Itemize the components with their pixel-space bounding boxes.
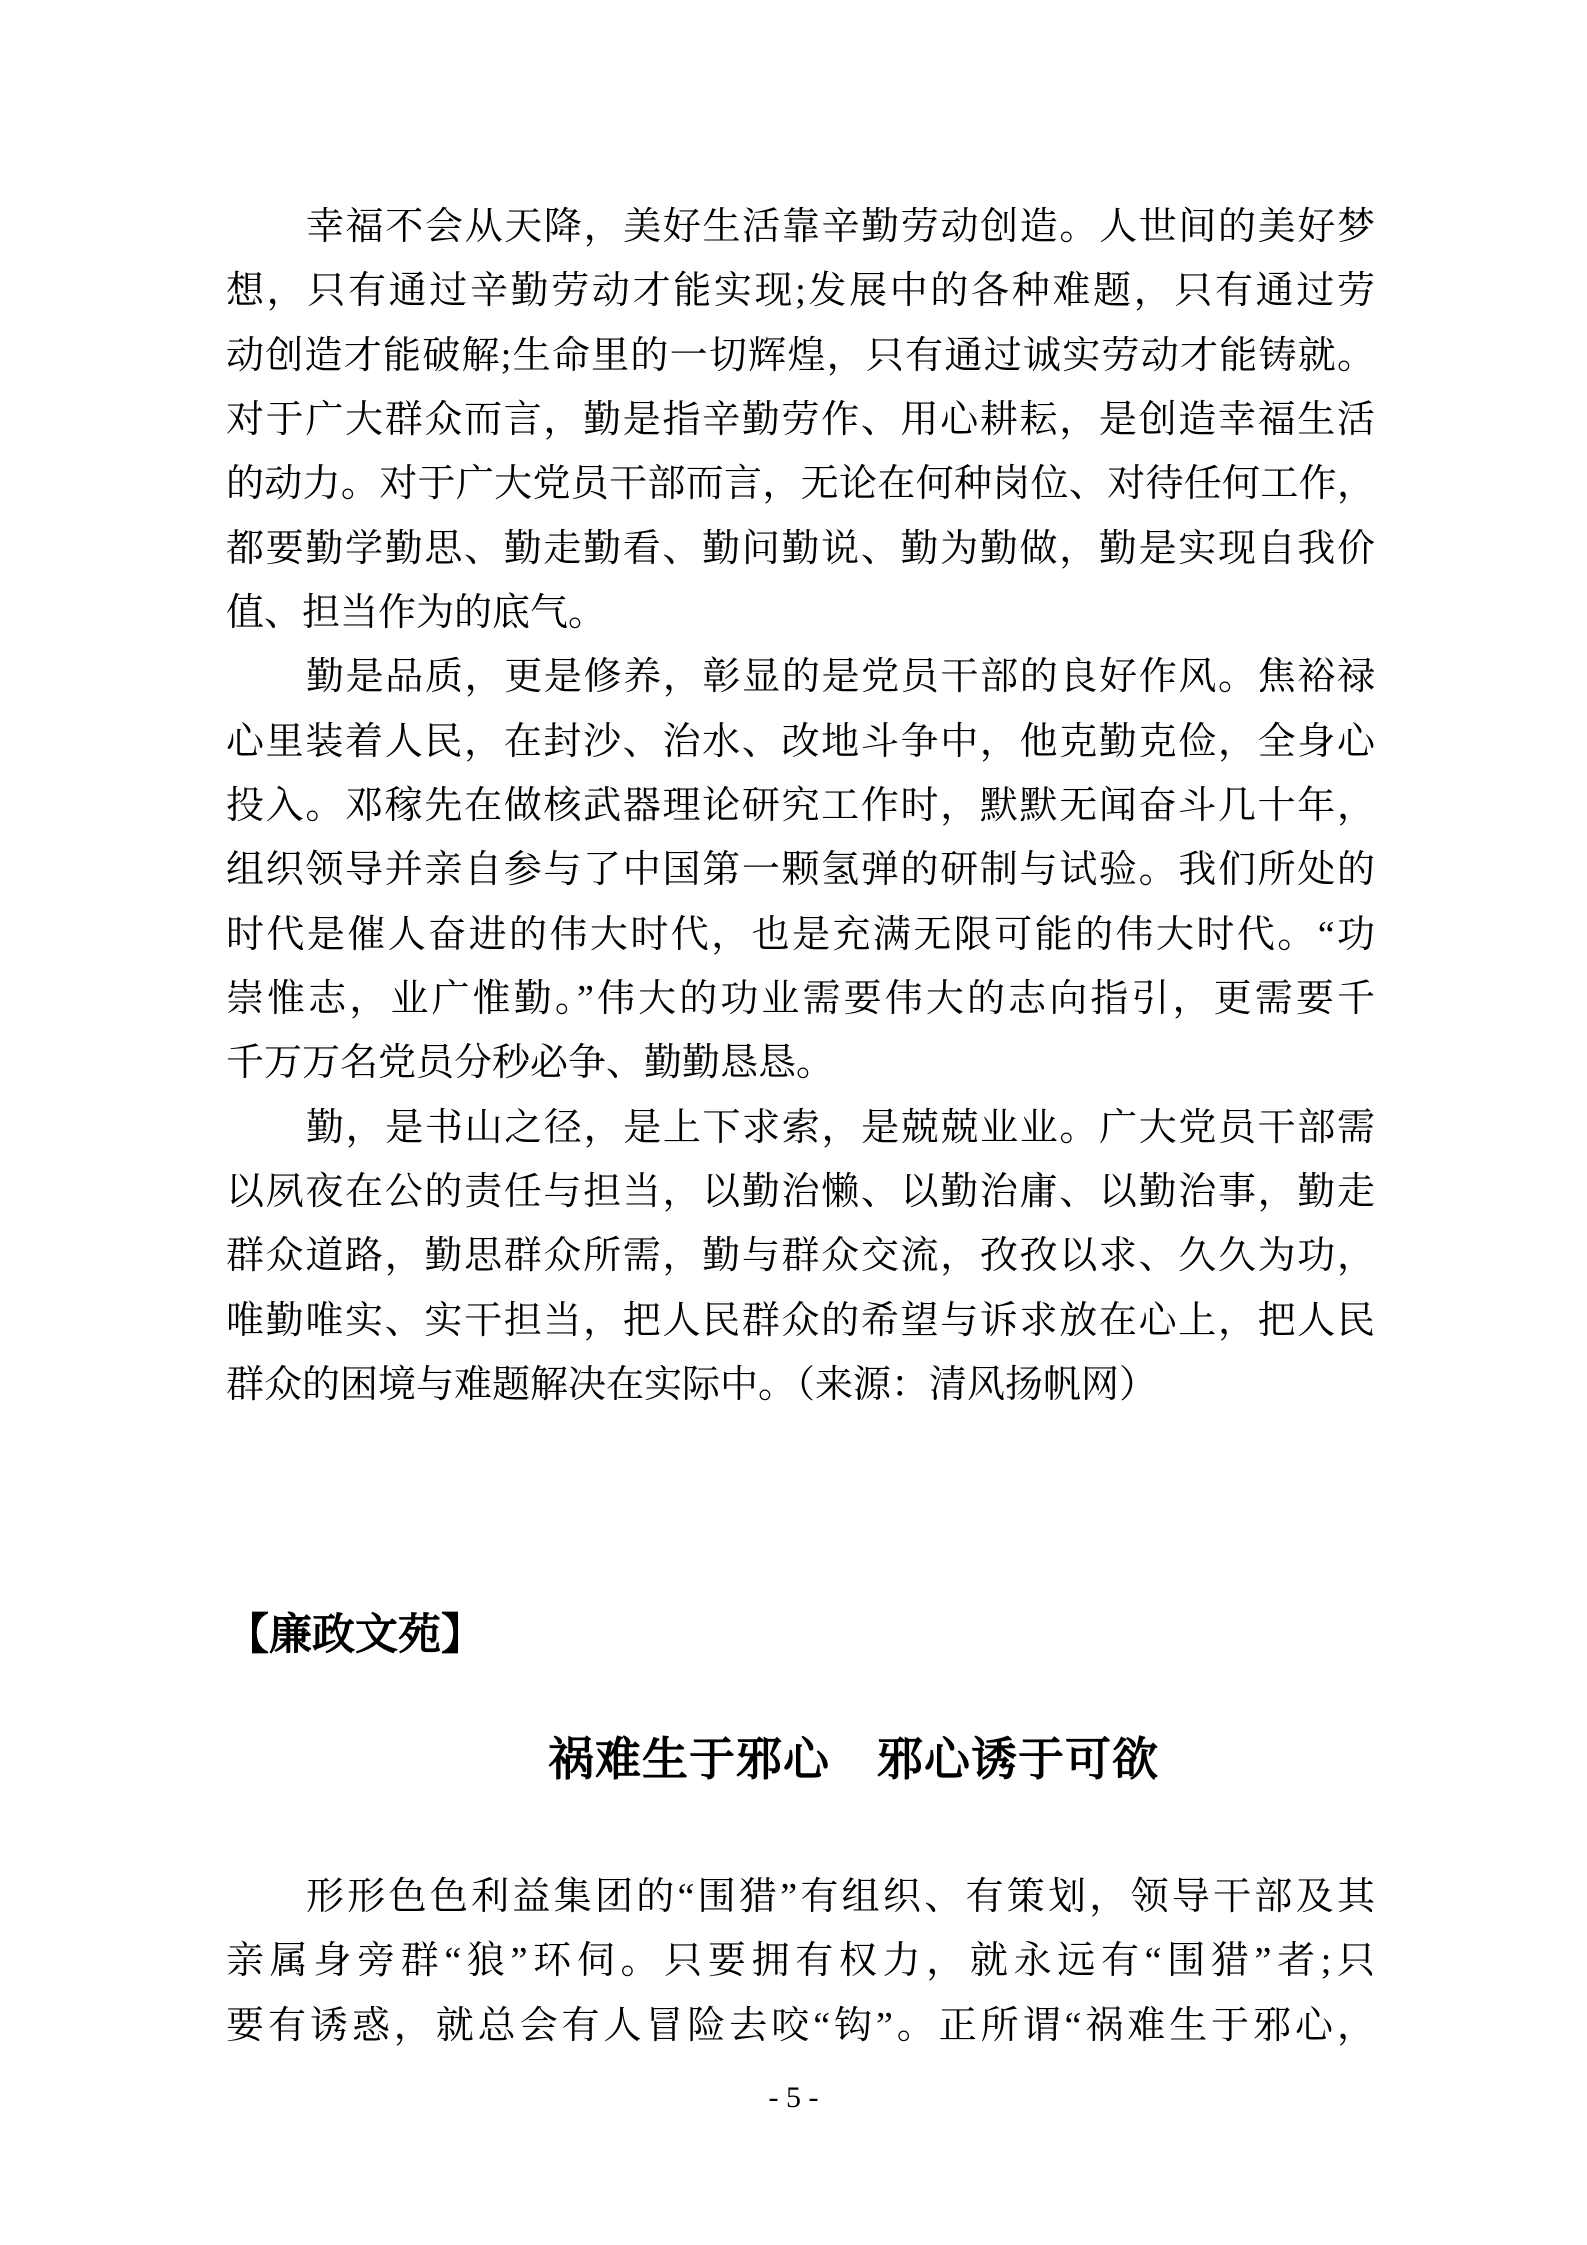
text-line: 形形色色利益集团的“围猎”有组织、有策划，领导干部及其 — [306, 1876, 1375, 1918]
text-line: 群众的困境与难题解决在实际中。（来源：清风扬帆网） — [226, 1363, 1158, 1406]
article-huo-body — [226, 1865, 1375, 2058]
text-line: 的动力。对于广大党员干部而言，无论在何种岗位、对待任何工作， — [226, 463, 1375, 506]
text-line: 组织领导并亲自参与了中国第一颗氢弹的研制与试验。我们所处的 — [226, 849, 1375, 892]
article-title: 祸难生于邪心 邪心诱于可欲 — [548, 1734, 1159, 1785]
text-line: 唯勤唯实、实干担当，把人民群众的希望与诉求放在心上，把人民 — [226, 1299, 1375, 1342]
text-line: 幸福不会从天降，美好生活靠辛勤劳动创造。人世间的美好梦 — [306, 206, 1375, 248]
text-line: 勤，是书山之径，是上下求索，是兢兢业业。广大党员干部需 — [306, 1106, 1375, 1149]
page-number: - 5 - — [768, 2081, 819, 2114]
section-header: 【廉政文苑】 — [226, 1612, 484, 1659]
text-line: 要有诱惑，就总会有人冒险去咬“钩”。正所谓“祸难生于邪心， — [226, 2004, 1375, 2047]
text-line: 群众道路，勤思群众所需，勤与群众交流，孜孜以求、久久为功， — [226, 1235, 1375, 1278]
text-line: 勤是品质，更是修养，彰显的是党员干部的良好作风。焦裕禄 — [306, 656, 1375, 699]
text-line: 时代是催人奋进的伟大时代，也是充满无限可能的伟大时代。“功 — [226, 913, 1375, 956]
text-line: 值、担当作为的底气。 — [226, 591, 607, 634]
text-line: 以夙夜在公的责任与担当，以勤治懒、以勤治庸、以勤治事，勤走 — [226, 1170, 1375, 1213]
text-line: 都要勤学勤思、勤走勤看、勤问勤说、勤为勤做，勤是实现自我价 — [226, 527, 1375, 570]
text-line: 动创造才能破解;生命里的一切辉煌，只有通过诚实劳动才能铸就。 — [226, 334, 1375, 377]
text-line: 崇惟志，业广惟勤。”伟大的功业需要伟大的志向指引，更需要千 — [226, 977, 1375, 1020]
text-line: 千万万名党员分秒必争、勤勤恳恳。 — [226, 1042, 835, 1085]
text-line: 投入。邓稼先在做核武器理论研究工作时，默默无闻奋斗几十年， — [226, 784, 1375, 827]
text-line: 心里装着人民，在封沙、治水、改地斗争中，他克勤克俭，全身心 — [226, 720, 1375, 763]
text-line: 亲属身旁群“狼”环伺。只要拥有权力，就永远有“围猎”者;只 — [226, 1940, 1375, 1983]
article-qin-body — [226, 195, 1375, 1417]
text-line: 对于广大群众而言，勤是指辛勤劳作、用心耕耘，是创造幸福生活 — [226, 398, 1375, 441]
text-line: 想，只有通过辛勤劳动才能实现;发展中的各种难题，只有通过劳 — [226, 270, 1375, 313]
